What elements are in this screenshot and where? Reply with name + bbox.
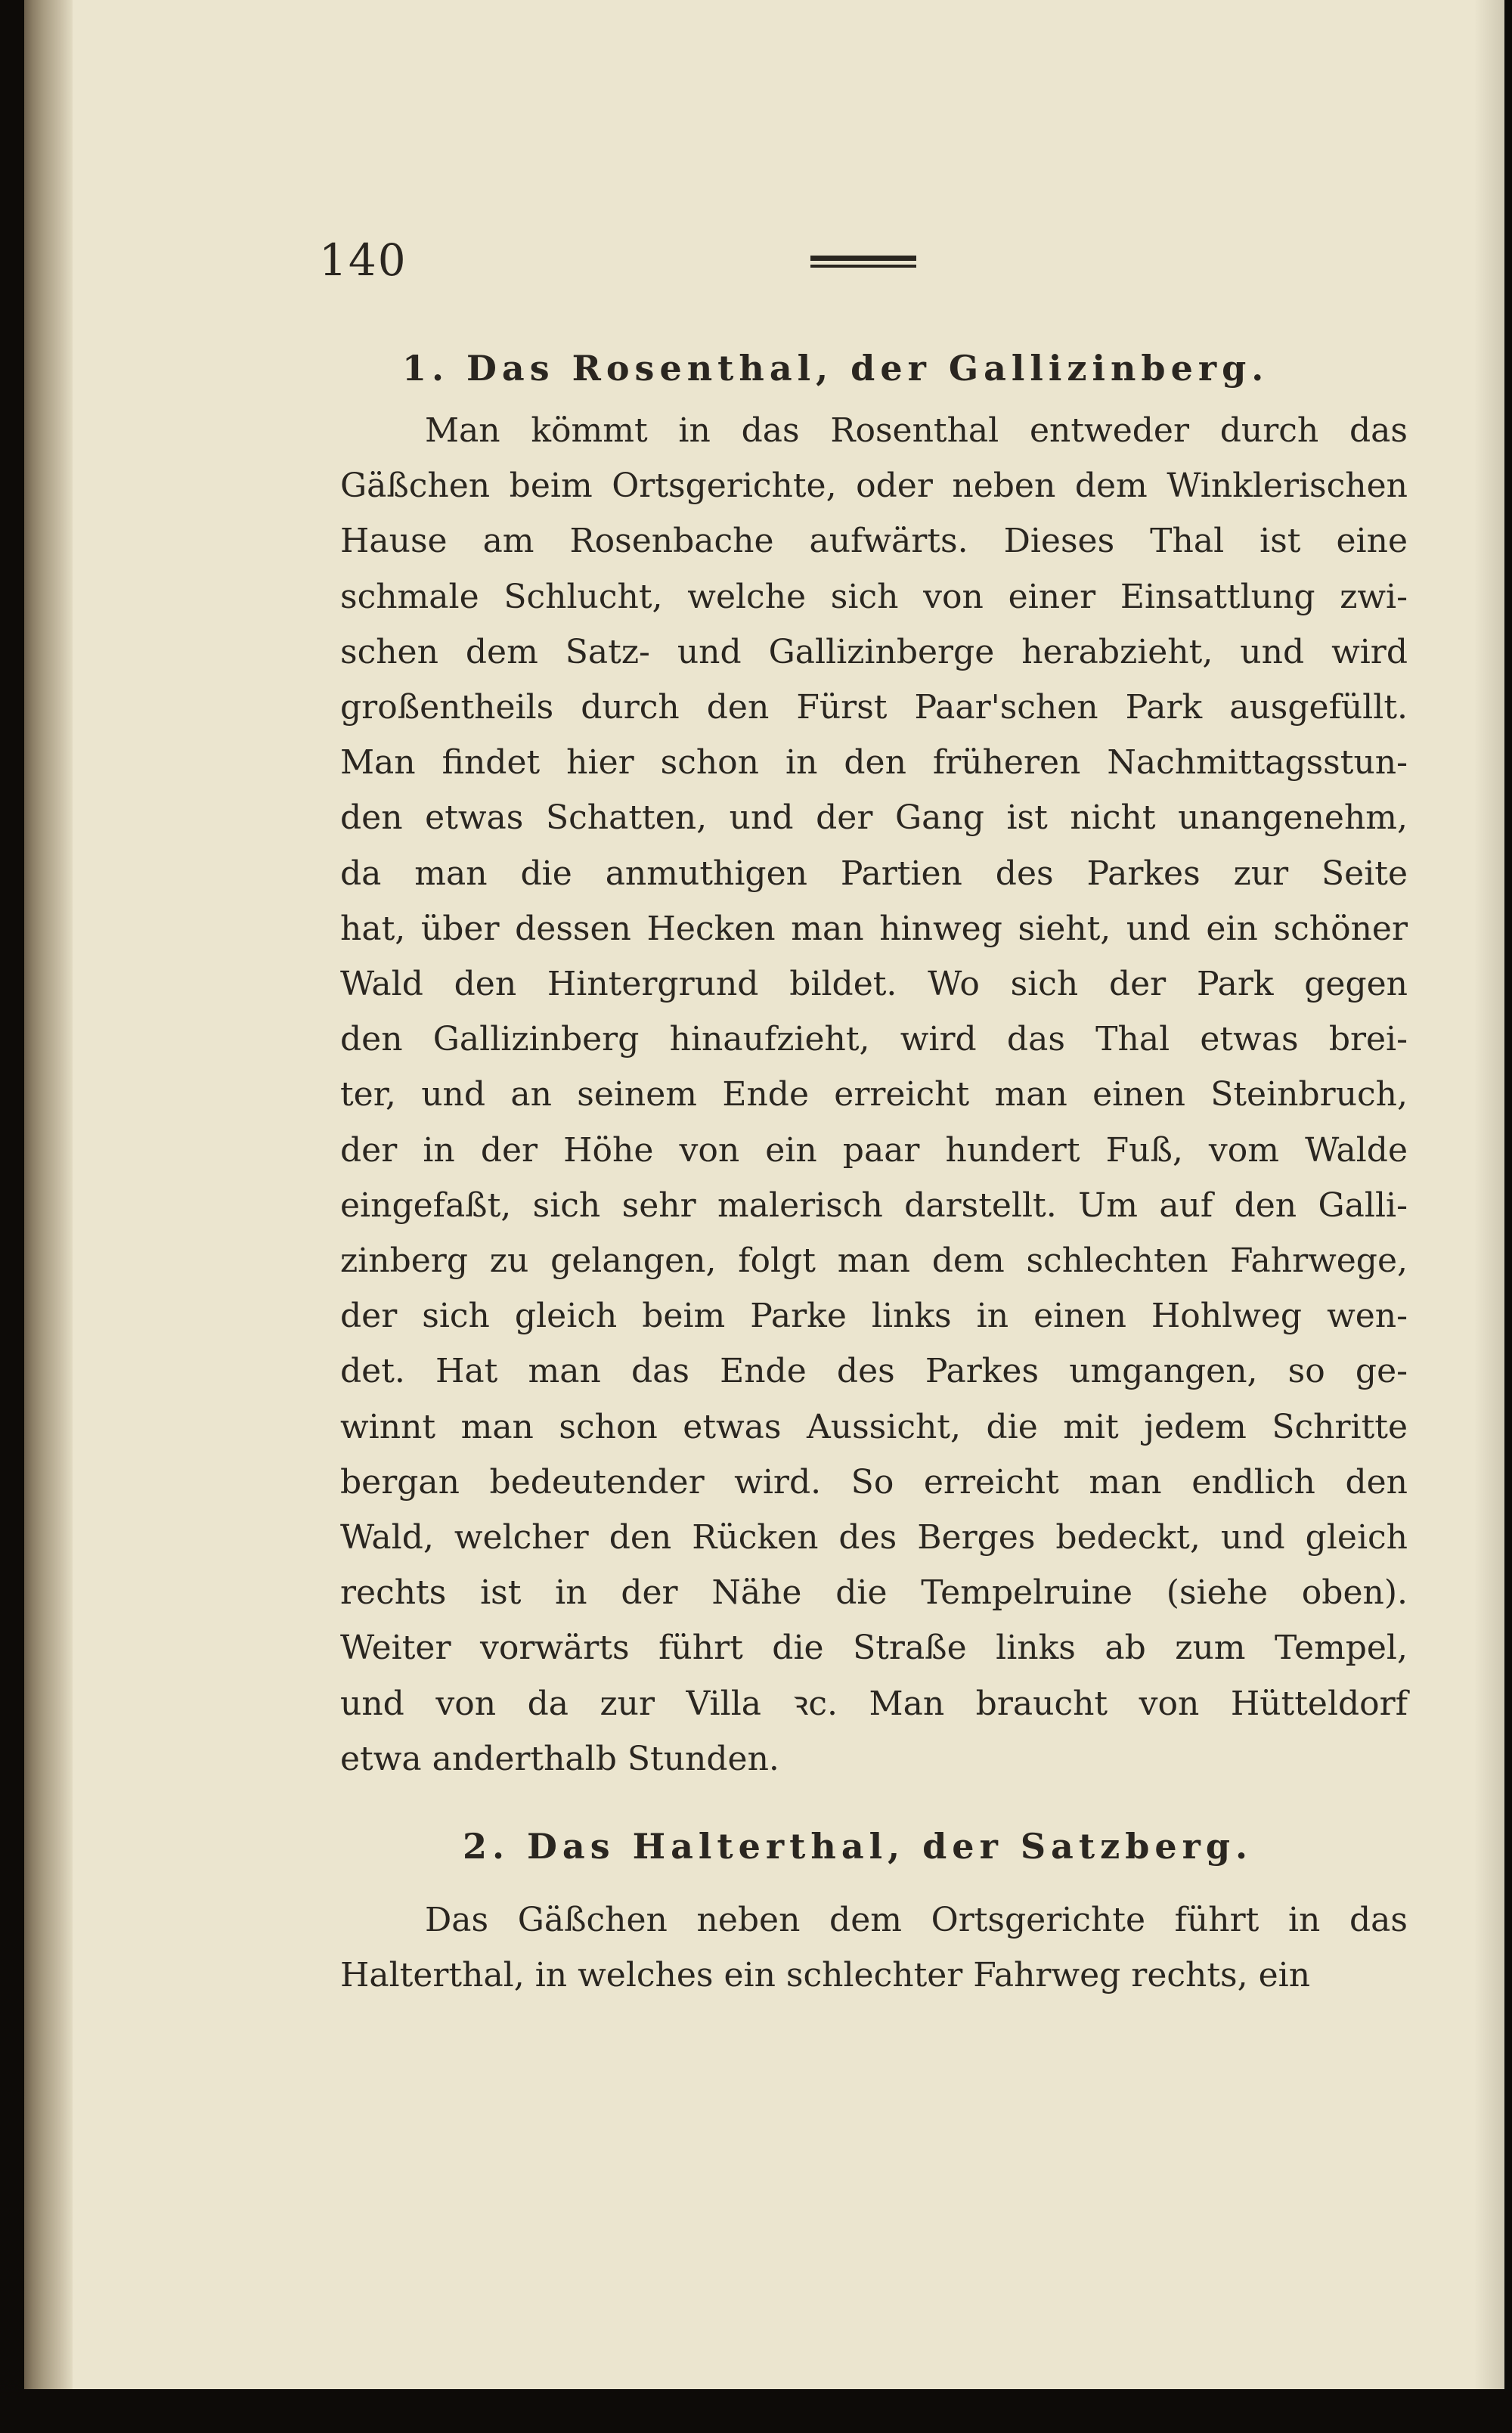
- text-line: schen dem Satz- und Gallizinberge herabzieht, und wird: [340, 632, 1408, 671]
- text-line: Gäßchen beim Ortsgerichte, oder neben dem Winklerischen: [340, 466, 1408, 506]
- text-line: großentheils durch den Fürst Paar'schen Park ausgefüllt.: [340, 688, 1408, 727]
- scan-bottom-border: [0, 2389, 1512, 2433]
- text-line: Hause am Rosenbache aufwärts. Dieses Thal ist eine: [340, 522, 1408, 561]
- text-line: rechts ist in der Nähe die Tempelruine (siehe oben).: [340, 1573, 1408, 1613]
- page-number: 140: [319, 234, 407, 286]
- text-line: hat, über dessen Hecken man hinweg sieht, und ein schöner: [340, 909, 1408, 948]
- text-line: und von da zur Villa ꝛc. Man braucht von Hütteldorf: [340, 1684, 1408, 1723]
- text-line: etwa anderthalb Stunden.: [340, 1739, 779, 1778]
- text-line: Das Gäßchen neben dem Ortsgerichte führt in das: [425, 1901, 1408, 1939]
- page-edge-shadow: [1474, 0, 1504, 2389]
- text-line: ter, und an seinem Ende erreicht man einen Steinbruch,: [340, 1075, 1408, 1114]
- book-page: [24, 0, 1504, 2389]
- text-line: den etwas Schatten, und der Gang ist nicht unangenehm,: [340, 798, 1408, 838]
- text-line: bergan bedeutender wird. So erreicht man endlich den: [340, 1462, 1408, 1502]
- text-line: winnt man schon etwas Aussicht, die mit jedem Schritte: [340, 1407, 1408, 1446]
- text-line: da man die anmuthigen Partien des Parkes zur Seite: [340, 854, 1408, 893]
- text-line: der in der Höhe von ein paar hundert Fuß, vom Walde: [340, 1130, 1408, 1170]
- text-line: Man findet hier schon in den früheren Nachmittagsstun-: [340, 743, 1408, 783]
- text-line: der sich gleich beim Parke links in einen Hohlweg wen-: [340, 1297, 1408, 1336]
- header-rule: [810, 256, 916, 268]
- text-line: Wald, welcher den Rücken des Berges bedeckt, und gleich: [340, 1518, 1408, 1557]
- text-line: Wald den Hintergrund bildet. Wo sich der Park gegen: [340, 965, 1408, 1003]
- text-line: Halterthal, in welches ein schlechter Fahrweg rechts, ein: [340, 1956, 1311, 1994]
- section-heading-rosenthal: 1. Das Rosenthal, der Gallizinberg.: [402, 348, 1269, 389]
- text-line: zinberg zu gelangen, folgt man dem schlechten Fahrwege,: [340, 1241, 1408, 1280]
- text-line: eingefaßt, sich sehr malerisch darstellt. Um auf den Galli-: [340, 1186, 1408, 1225]
- text-line: det. Hat man das Ende des Parkes umgangen, so ge-: [340, 1352, 1408, 1391]
- section-heading-halterthal: 2. Das Halterthal, der Satzberg.: [463, 1826, 1253, 1867]
- book-gutter: [24, 0, 73, 2389]
- text-line: Weiter vorwärts führt die Straße links ab zum Tempel,: [340, 1629, 1408, 1668]
- text-line: Man kömmt in das Rosenthal entweder durch das: [425, 411, 1408, 450]
- text-line: schmale Schlucht, welche sich von einer Einsattlung zwi-: [340, 577, 1408, 616]
- text-line: den Gallizinberg hinaufzieht, wird das Thal etwas brei-: [340, 1020, 1408, 1059]
